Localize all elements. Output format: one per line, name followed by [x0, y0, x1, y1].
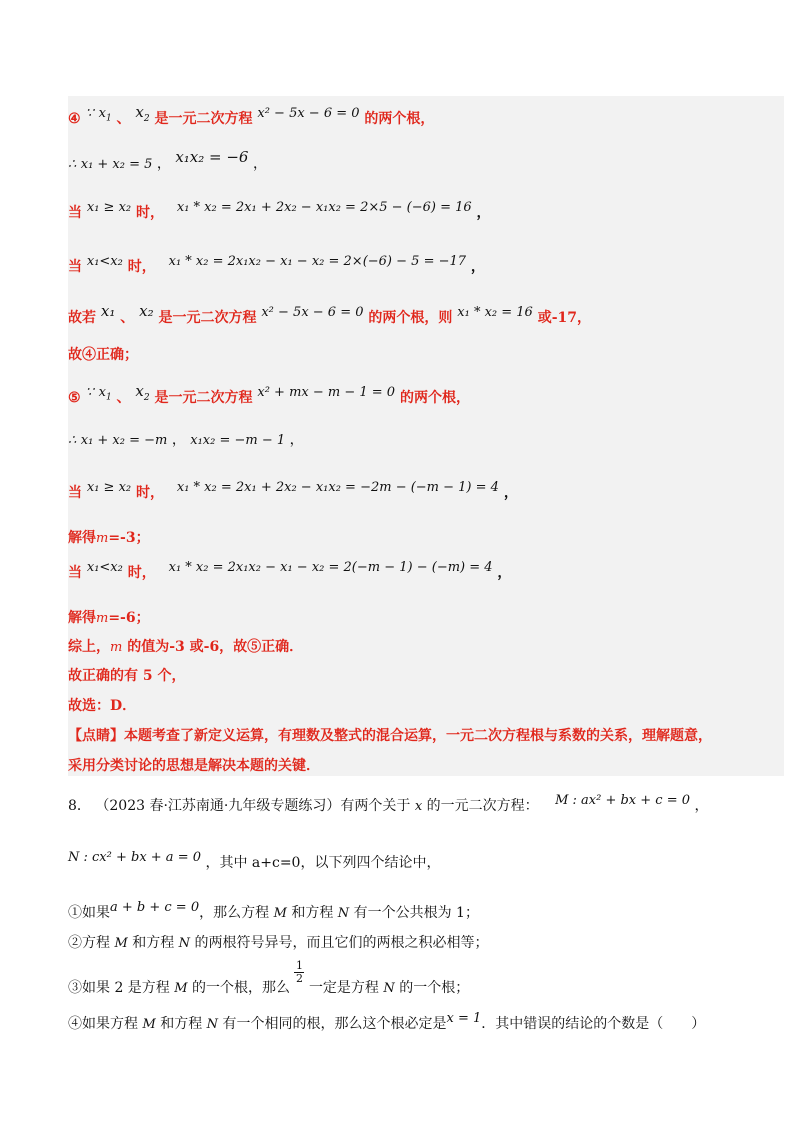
- calculation: x₁ * x₂ = 2x₁x₂ − x₁ − x₂ = 2×(−6) − 5 = −17: [168, 254, 467, 269]
- solution-line-solve-m-6: 解得m=-6；: [68, 610, 150, 626]
- condition: x₁<x₂: [86, 560, 123, 575]
- product-formula: x₁x₂ = −m − 1: [190, 433, 286, 448]
- equation: x² − 5x − 6 = 0: [261, 305, 364, 320]
- x1-symbol: $x_1$: [98, 106, 112, 124]
- condition: x₁ ≥ x₂: [86, 480, 132, 495]
- question-8-equation-n: N : cx² + bx + a = 0 ，其中 a+c=0，以下列四个结论中，: [68, 850, 441, 871]
- question-option-3: ③如果 2 是方程 M 的一个根，那么 $\frac{1}{2}$ 一定是方程 N 的一个根；: [68, 959, 470, 996]
- equation-n: N : cx² + bx + a = 0: [68, 850, 201, 865]
- x2-symbol: x₂: [139, 302, 154, 320]
- question-number: 8．: [68, 798, 91, 814]
- x2-symbol: $x_2$: [135, 103, 150, 124]
- solution-line-case-lt: 当 x₁<x₂ 时， x₁ * x₂ = 2x₁x₂ − x₁ − x₂ = 2×(−6) − 5 = −17 ，: [68, 254, 485, 275]
- question-option-4: ④如果方程 M 和方程 N 有一个相同的根，那么这个根必定是x = 1．其中错误的结论的个数是（ ）: [68, 1011, 706, 1032]
- x1-symbol: $x_1$: [98, 385, 112, 403]
- calculation: x₁ * x₂ = 2x₁ + 2x₂ − x₁x₂ = 2×5 − (−6) = 16: [176, 200, 472, 215]
- sum-formula: x₁ + x₂ = −m: [80, 433, 168, 448]
- calculation: x₁ * x₂ = 2x₁x₂ − x₁ − x₂ = 2(−m − 1) − (−m) = 4: [168, 560, 493, 575]
- x2-symbol: $x_2$: [135, 382, 150, 403]
- equation-m: M : ax² + bx + c = 0: [555, 793, 690, 808]
- product-formula: x₁x₂ = −6: [175, 148, 249, 166]
- solution-line-4-correct: 故④正确；: [68, 347, 138, 363]
- question-option-1: ①如果a + b + c = 0，那么方程 M 和方程 N 有一个公共根为 1；: [68, 900, 479, 921]
- x1-symbol: x₁: [100, 302, 116, 320]
- sum-formula: x₁ + x₂ = 5: [80, 157, 153, 172]
- solution-line-case-lt-m: 当 x₁<x₂ 时， x₁ * x₂ = 2x₁x₂ − x₁ − x₂ = 2(−m − 1) − (−m) = 4 ，: [68, 560, 512, 581]
- circled-4: ④: [68, 111, 81, 127]
- solution-line-sum-product: ∴ x₁ + x₂ = 5 ， x₁x₂ = −6 ，: [68, 148, 267, 172]
- equation: x² − 5x − 6 = 0: [257, 106, 360, 121]
- equation: x² + mx − m − 1 = 0: [257, 385, 396, 400]
- solution-line-summary: 综上，m 的值为-3 或-6，故⑤正确．: [68, 639, 304, 655]
- solution-line-key-point-cont: 采用分类讨论的思想是解决本题的关键．: [68, 758, 320, 774]
- result: x₁ * x₂ = 16: [457, 305, 533, 320]
- condition: x₁ ≥ x₂: [86, 200, 132, 215]
- because-symbol: ∵: [85, 385, 94, 400]
- because-symbol: ∵: [85, 106, 94, 121]
- solution-line-solve-m-3: 解得m=-3；: [68, 530, 150, 546]
- solution-line-sum-product-m: ∴ x₁ + x₂ = −m ， x₁x₂ = −m − 1 ，: [68, 432, 304, 448]
- solution-line-conclusion-4: 故若 x₁ 、 x₂ 是一元二次方程 x² − 5x − 6 = 0 的两个根，则 x₁ * x₂ = 16 或-17，: [68, 302, 591, 326]
- fraction-one-half: $\frac{1}{2}$: [295, 959, 303, 985]
- solution-line-key-point: 【点睛】本题考查了新定义运算，有理数及整式的混合运算，一元二次方程根与系数的关系，理解题意，: [68, 728, 712, 744]
- solution-line-answer: 故选：D．: [68, 698, 137, 714]
- condition: x₁<x₂: [86, 254, 123, 269]
- question-option-2: ②方程 M 和方程 N 的两根符号异号，而且它们的两根之积必相等；: [68, 935, 489, 951]
- solution-line-case-ge: 当 x₁ ≥ x₂ 时， x₁ * x₂ = 2x₁ + 2x₂ − x₁x₂ = 2×5 − (−6) = 16 ，: [68, 200, 491, 221]
- calculation: x₁ * x₂ = 2x₁ + 2x₂ − x₁x₂ = −2m − (−m − 1) = 4: [176, 480, 499, 495]
- solution-line-count: 故正确的有 5 个，: [68, 668, 186, 684]
- solution-line-4-roots: ④ ∵ $x_1$ 、 $x_2$ 是一元二次方程 x² − 5x − 6 = 0 的两个根，: [68, 103, 435, 127]
- solution-line-case-ge-m: 当 x₁ ≥ x₂ 时， x₁ * x₂ = 2x₁ + 2x₂ − x₁x₂ = −2m − (−m − 1) = 4 ，: [68, 480, 518, 501]
- circled-5: ⑤: [68, 390, 81, 406]
- solution-line-5-roots: ⑤ ∵ $x_1$ 、 $x_2$ 是一元二次方程 x² + mx − m − 1 = 0 的两个根，: [68, 382, 470, 406]
- question-8-header: 8． （2023 春·江苏南通·九年级专题练习）有两个关于 x 的一元二次方程： M : ax² + bx + c = 0 ，: [68, 793, 709, 814]
